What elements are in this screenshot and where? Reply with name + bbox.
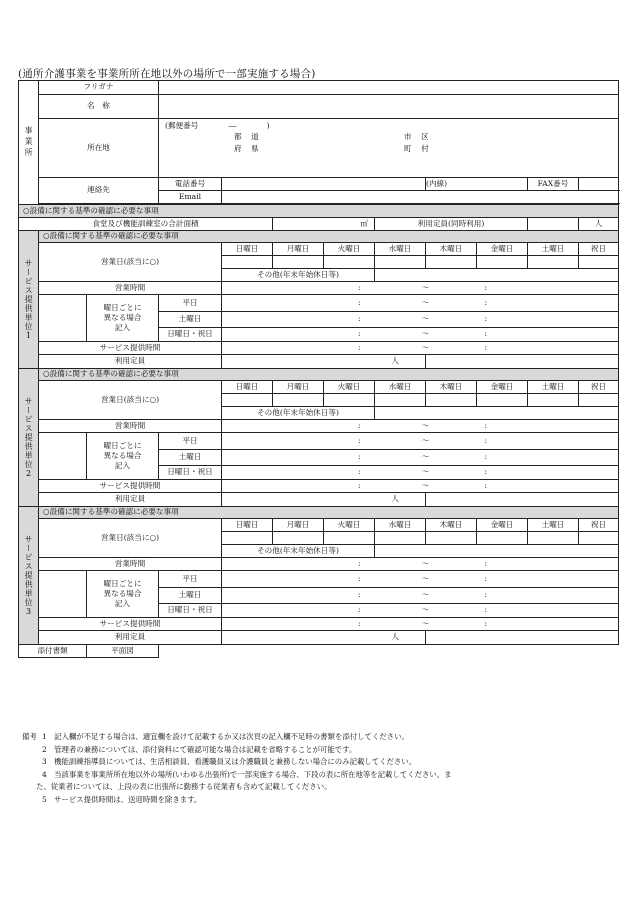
unit-capacity-field[interactable]: 人: [222, 631, 426, 645]
start-time[interactable]: :: [222, 571, 375, 588]
weekday-label: 平日: [159, 571, 222, 588]
unit-capacity-field[interactable]: 人: [222, 355, 426, 369]
address-label: 所在地: [39, 119, 159, 178]
capacity-field[interactable]: [528, 218, 579, 231]
day-header: 木曜日: [426, 519, 477, 532]
end-time[interactable]: :: [477, 571, 619, 588]
end-time[interactable]: :: [477, 604, 619, 618]
day-checkbox[interactable]: [579, 394, 619, 407]
day-header: 祝日: [579, 381, 619, 394]
time-separator: ～: [375, 480, 477, 493]
note-line: 5 サービス提供時間は、送迎時間を除きます。: [42, 794, 202, 804]
day-checkbox[interactable]: [222, 256, 273, 269]
note-line: た、従業者については、上段の表に出張所に勤務する従業者も含めて記載してください。: [36, 782, 332, 792]
day-header: 土曜日: [528, 243, 579, 256]
day-header: 金曜日: [477, 243, 528, 256]
day-header: 日曜日: [222, 519, 273, 532]
address-field[interactable]: [159, 119, 619, 178]
end-time[interactable]: :: [477, 433, 619, 450]
unit-section-header: ○設備に関する基準の確認に必要な事項: [39, 369, 619, 381]
end-time[interactable]: :: [477, 328, 619, 342]
day-checkbox[interactable]: [273, 394, 324, 407]
start-time[interactable]: :: [222, 433, 375, 450]
start-time[interactable]: :: [222, 588, 375, 604]
day-header: 水曜日: [375, 243, 426, 256]
time-separator: ～: [375, 558, 477, 571]
time-separator: ～: [375, 312, 477, 328]
unit-section-header: ○設備に関する基準の確認に必要な事項: [39, 507, 619, 519]
extension-label: (内線): [426, 178, 528, 191]
day-header: 木曜日: [426, 243, 477, 256]
weekday-label: 平日: [159, 433, 222, 450]
tel-label: 電話番号: [159, 178, 222, 191]
day-checkbox[interactable]: [528, 394, 579, 407]
sunday-holiday-label: 日曜日・祝日: [159, 604, 222, 618]
time-separator: ～: [375, 450, 477, 466]
day-header: 火曜日: [324, 381, 375, 394]
attachment-floor-plan: 平面図: [87, 645, 159, 658]
end-time[interactable]: :: [477, 558, 619, 571]
capacity-label: 利用定員(同時利用): [375, 218, 528, 231]
note-line: 4 当該事業を事業所所在地以外の場所(いわゆる出張所)で一部実施する場合、下段の表に所在地等を記載してください。ま: [42, 769, 452, 779]
weekday-label: 平日: [159, 295, 222, 312]
note-line: 1 記入欄が不足する場合は、適宜欄を設けて記載するか又は次頁の記入欄不足時の書類を添付してください。: [42, 732, 409, 741]
attachments-spacer: [159, 645, 619, 658]
day-checkbox[interactable]: [579, 256, 619, 269]
unit-capacity-label: 利用定員: [39, 631, 222, 645]
time-separator: ～: [375, 588, 477, 604]
day-checkbox[interactable]: [477, 256, 528, 269]
todo-label: 都 道: [234, 132, 260, 141]
by-day-label: 曜日ごとに 異なる場合 記入: [87, 433, 159, 480]
attachments-label: 添付書類: [19, 645, 87, 658]
day-header: 月曜日: [273, 243, 324, 256]
start-time[interactable]: :: [222, 342, 375, 355]
day-checkbox[interactable]: [324, 394, 375, 407]
postal-code-label: (郵便番号 ― ): [165, 121, 270, 130]
day-header: 月曜日: [273, 519, 324, 532]
shiku-label: 市 区: [404, 132, 430, 141]
time-separator: ～: [375, 282, 477, 295]
day-header: 土曜日: [528, 519, 579, 532]
by-day-label: 曜日ごとに 異なる場合 記入: [87, 295, 159, 342]
day-header: 火曜日: [324, 519, 375, 532]
service-hours-label: サービス提供時間: [39, 618, 222, 631]
service-unit-label: サービス提供単位2: [19, 369, 39, 507]
unit-section-header: ○設備に関する基準の確認に必要な事項: [39, 231, 619, 243]
day-checkbox[interactable]: [375, 532, 426, 545]
time-separator: ～: [375, 328, 477, 342]
name-field[interactable]: [159, 95, 619, 119]
end-time[interactable]: :: [477, 282, 619, 295]
day-checkbox[interactable]: [324, 532, 375, 545]
day-header: 木曜日: [426, 381, 477, 394]
other-days-label: その他(年末年始休日等): [222, 407, 375, 420]
end-time[interactable]: :: [477, 342, 619, 355]
unit-capacity-blank: [426, 355, 619, 369]
email-label: Email: [159, 191, 222, 204]
end-time[interactable]: :: [477, 618, 619, 631]
saturday-label: 土曜日: [159, 450, 222, 466]
email-field[interactable]: [222, 191, 619, 204]
day-checkbox[interactable]: [222, 532, 273, 545]
end-time[interactable]: :: [477, 480, 619, 493]
notes: [22, 731, 607, 807]
end-time[interactable]: :: [477, 466, 619, 480]
fax-label: FAX番号: [528, 178, 579, 191]
start-time[interactable]: :: [222, 420, 375, 433]
business-hours-label: 営業時間: [39, 558, 222, 571]
sunday-holiday-label: 日曜日・祝日: [159, 466, 222, 480]
page-title: (通所介護事業を事業所所在地以外の場所で一部実施する場合): [18, 68, 316, 80]
day-checkbox[interactable]: [579, 532, 619, 545]
day-header: 水曜日: [375, 381, 426, 394]
day-checkbox[interactable]: [426, 256, 477, 269]
furigana-label: フリガナ: [39, 81, 159, 95]
unit-capacity-field[interactable]: 人: [222, 493, 426, 507]
day-checkbox[interactable]: [222, 394, 273, 407]
day-header: 水曜日: [375, 519, 426, 532]
service-unit-label: サービス提供単位1: [19, 231, 39, 369]
other-days-field[interactable]: [375, 545, 619, 558]
time-separator: ～: [375, 571, 477, 588]
saturday-label: 土曜日: [159, 312, 222, 328]
day-header: 祝日: [579, 243, 619, 256]
day-header: 火曜日: [324, 243, 375, 256]
day-header: 日曜日: [222, 243, 273, 256]
start-time[interactable]: :: [222, 558, 375, 571]
contact-label: 連絡先: [39, 178, 159, 204]
application-form-table: [18, 80, 619, 658]
day-checkbox[interactable]: [375, 256, 426, 269]
end-time[interactable]: :: [477, 588, 619, 604]
unit-capacity-label: 利用定員: [39, 493, 222, 507]
start-time[interactable]: :: [222, 312, 375, 328]
facility-section-header: ○設備に関する基準の確認に必要な事項: [19, 205, 619, 218]
day-header: 金曜日: [477, 519, 528, 532]
business-hours-label: 営業時間: [39, 282, 222, 295]
day-checkbox[interactable]: [426, 532, 477, 545]
start-time[interactable]: :: [222, 466, 375, 480]
day-checkbox[interactable]: [273, 532, 324, 545]
saturday-label: 土曜日: [159, 588, 222, 604]
time-separator: ～: [375, 420, 477, 433]
furigana-field[interactable]: [159, 81, 619, 95]
time-separator: ～: [375, 604, 477, 618]
day-header: 金曜日: [477, 381, 528, 394]
time-separator: ～: [375, 618, 477, 631]
chouson-label: 町 村: [404, 144, 430, 153]
day-header: 土曜日: [528, 381, 579, 394]
unit-capacity-blank: [426, 493, 619, 507]
end-time[interactable]: :: [477, 295, 619, 312]
day-checkbox[interactable]: [528, 256, 579, 269]
start-time[interactable]: :: [222, 480, 375, 493]
other-days-field[interactable]: [375, 269, 619, 282]
sunday-holiday-label: 日曜日・祝日: [159, 328, 222, 342]
day-checkbox[interactable]: [528, 532, 579, 545]
start-time[interactable]: :: [222, 618, 375, 631]
day-checkbox[interactable]: [375, 394, 426, 407]
day-header: 月曜日: [273, 381, 324, 394]
service-unit-label: サービス提供単位3: [19, 507, 39, 645]
start-time[interactable]: :: [222, 328, 375, 342]
day-checkbox[interactable]: [324, 256, 375, 269]
fuken-label: 府 県: [234, 144, 260, 153]
business-hours-label: 営業時間: [39, 420, 222, 433]
day-checkbox[interactable]: [426, 394, 477, 407]
name-label: 名 称: [39, 95, 159, 119]
area-field[interactable]: [273, 218, 375, 231]
day-checkbox[interactable]: [477, 532, 528, 545]
indent-cell: [39, 295, 87, 342]
service-hours-label: サービス提供時間: [39, 480, 222, 493]
business-days-label: 営業日(該当に○): [39, 519, 222, 558]
area-unit: ㎡: [360, 218, 368, 228]
day-header: 日曜日: [222, 381, 273, 394]
business-days-label: 営業日(該当に○): [39, 381, 222, 420]
tel-field[interactable]: [222, 178, 426, 191]
unit-capacity-blank: [426, 631, 619, 645]
time-separator: ～: [375, 466, 477, 480]
business-days-label: 営業日(該当に○): [39, 243, 222, 282]
by-day-label: 曜日ごとに 異なる場合 記入: [87, 571, 159, 618]
office-section-label: 事業所: [19, 81, 39, 205]
other-days-field[interactable]: [375, 407, 619, 420]
indent-cell: [39, 433, 87, 480]
unit-capacity-label: 利用定員: [39, 355, 222, 369]
note-line: 3 機能訓練指導員については、生活相談員、看護職員又は介護職員と兼務しない場合にのみ記載してください。: [42, 757, 417, 767]
start-time[interactable]: :: [222, 282, 375, 295]
fax-field[interactable]: [579, 178, 619, 191]
other-days-label: その他(年末年始休日等): [222, 545, 375, 558]
start-time[interactable]: :: [222, 604, 375, 618]
end-time[interactable]: :: [477, 420, 619, 433]
note-line: 2 管理者の兼務については、添付資料にて確認可能な場合は記載を省略することが可能です。: [42, 744, 357, 754]
area-label: 食堂及び機能訓練室の合計面積: [19, 218, 273, 231]
day-header: 祝日: [579, 519, 619, 532]
time-separator: ～: [375, 342, 477, 355]
start-time[interactable]: :: [222, 450, 375, 466]
end-time[interactable]: :: [477, 312, 619, 328]
indent-cell: [39, 571, 87, 618]
end-time[interactable]: :: [477, 450, 619, 466]
other-days-label: その他(年末年始休日等): [222, 269, 375, 282]
service-hours-label: サービス提供時間: [39, 342, 222, 355]
time-separator: ～: [375, 295, 477, 312]
start-time[interactable]: :: [222, 295, 375, 312]
day-checkbox[interactable]: [477, 394, 528, 407]
capacity-unit: 人: [579, 218, 619, 231]
notes-label: 備考: [22, 732, 37, 741]
time-separator: ～: [375, 433, 477, 450]
day-checkbox[interactable]: [273, 256, 324, 269]
